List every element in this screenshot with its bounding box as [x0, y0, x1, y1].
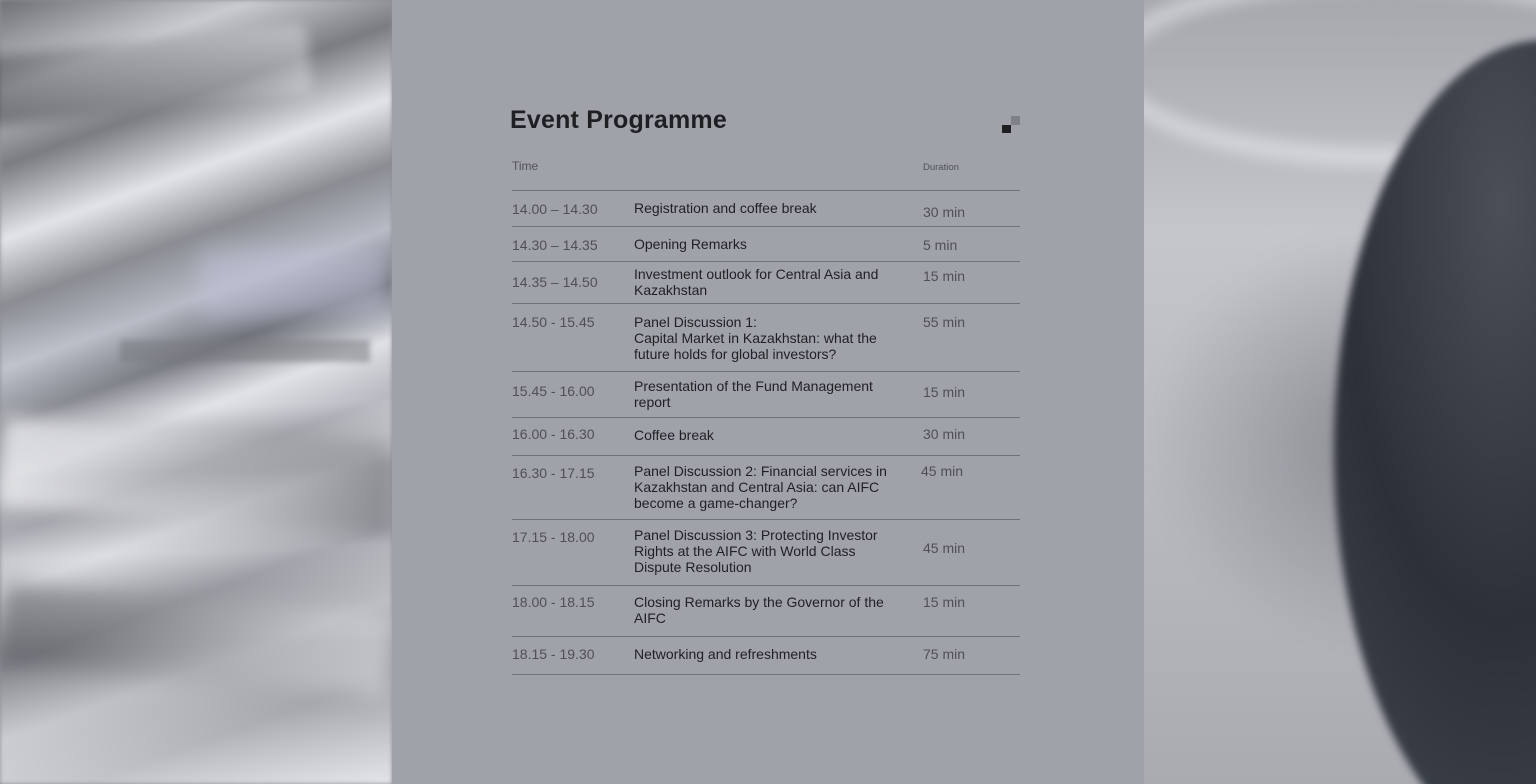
schedule-row: [512, 637, 1020, 675]
row-duration: 15 min: [923, 384, 966, 400]
row-time: 15.45 - 16.00: [512, 383, 595, 399]
row-duration: 30 min: [923, 204, 966, 220]
row-duration: 30 min: [923, 426, 966, 442]
row-activity: Closing Remarks by the Governor of the AIFC: [634, 594, 884, 626]
row-time: 14.50 - 15.45: [512, 314, 595, 330]
schedule-row: [512, 304, 1020, 372]
schedule-table: [512, 190, 1020, 675]
row-activity: Presentation of the Fund Management report: [634, 378, 873, 410]
row-time: 14.35 – 14.50: [512, 274, 598, 290]
row-duration: 15 min: [923, 594, 966, 610]
schedule-row: [512, 418, 1020, 456]
row-duration: 5 min: [923, 237, 958, 253]
row-duration: 15 min: [923, 268, 966, 284]
row-duration: 45 min: [923, 540, 966, 556]
schedule-row: [512, 586, 1020, 637]
row-activity: Investment outlook for Central Asia and Kazakhstan: [634, 266, 879, 298]
row-activity: Coffee break: [634, 427, 714, 443]
background-right-image: [1144, 0, 1536, 784]
row-time: 17.15 - 18.00: [512, 529, 595, 545]
row-time: 14.00 – 14.30: [512, 201, 598, 217]
schedule-row: [512, 456, 1020, 520]
row-activity: Panel Discussion 3: Protecting Investor Rights at the AIFC with World Class Dispute Resolution: [634, 527, 878, 575]
row-time: 18.00 - 18.15: [512, 594, 595, 610]
row-time: 14.30 – 14.35: [512, 237, 598, 253]
time-column-header: Time: [512, 159, 539, 173]
background-left-image: [0, 0, 392, 784]
schedule-row: [512, 227, 1020, 262]
row-duration: 55 min: [923, 314, 966, 330]
row-activity: Opening Remarks: [634, 236, 747, 252]
row-time: 16.30 - 17.15: [512, 465, 595, 481]
two-square-logo-icon: [1002, 116, 1020, 134]
schedule-row: [512, 372, 1020, 418]
row-activity: Panel Discussion 1: Capital Market in Kazakhstan: what the future holds for global investors?: [634, 314, 877, 362]
schedule-row: [512, 262, 1020, 304]
programme-panel: [392, 0, 1144, 784]
row-activity: Networking and refreshments: [634, 646, 817, 662]
row-time: 16.00 - 16.30: [512, 426, 595, 442]
row-duration: 45 min: [921, 463, 964, 479]
row-activity: Registration and coffee break: [634, 200, 817, 216]
row-duration: 75 min: [923, 646, 966, 662]
schedule-row: [512, 520, 1020, 586]
schedule-row: [512, 191, 1020, 227]
row-activity: Panel Discussion 2: Financial services in Kazakhstan and Central Asia: can AIFC become a game-changer?: [634, 463, 887, 511]
page-title: Event Programme: [510, 106, 727, 134]
duration-column-header: Duration: [923, 162, 959, 173]
row-time: 18.15 - 19.30: [512, 646, 595, 662]
